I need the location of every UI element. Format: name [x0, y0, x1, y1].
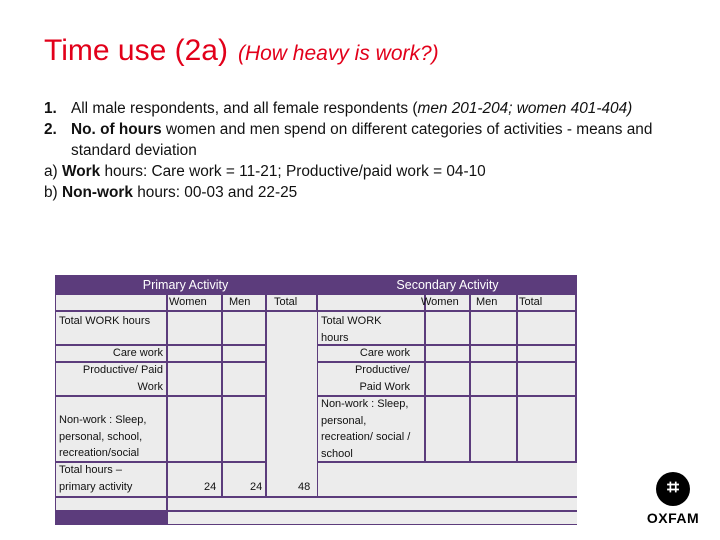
secondary-row-label-productive-work: Productive/ Paid Work — [354, 364, 410, 393]
row-label-total-work: Total WORK hours — [59, 315, 151, 327]
point-text: All male respondents, and all female respondents ( — [71, 100, 418, 117]
title-subtitle: (How heavy is work?) — [237, 42, 439, 65]
table-cell — [518, 346, 575, 361]
table-cell — [56, 498, 166, 510]
total-women-value: 24 — [204, 481, 217, 493]
table-cell — [223, 363, 265, 395]
table-cell — [471, 363, 516, 395]
secondary-row-label-non-work: Non-work : Sleep, personal, recreation/ social / school — [321, 398, 411, 460]
table-cell — [223, 312, 265, 344]
line-bold: Non-work — [61, 184, 133, 201]
point-number: 1. — [44, 100, 57, 117]
time-use-table — [55, 275, 577, 525]
col-men-secondary: Men — [476, 296, 498, 308]
col-women-secondary: Women — [421, 296, 459, 308]
primary-activity-header: Primary Activity — [142, 278, 229, 292]
secondary-row-label-total-work: Total WORK hours — [321, 315, 382, 344]
table-cell — [518, 312, 575, 344]
table-cell — [168, 312, 221, 344]
table-cell — [168, 512, 577, 524]
table-cell — [426, 346, 469, 361]
point-1 — [44, 98, 684, 119]
header-cell — [56, 295, 166, 310]
table-cell — [471, 397, 516, 461]
table-cell — [471, 312, 516, 344]
col-men: Men — [229, 296, 251, 308]
point-text: women and men spend on different categories of activities - means and standard deviation — [71, 121, 653, 159]
line-bold: Work — [61, 163, 101, 180]
title-main: Time use (2a) — [44, 34, 228, 67]
point-text-bold: No. of hours — [71, 121, 162, 138]
table-cell — [168, 498, 577, 510]
row-label-productive-work: Productive/ Paid Work — [82, 364, 163, 393]
col-women: Women — [169, 296, 207, 308]
line-text: hours: Care work = 11-21; Productive/paid work = 04-10 — [100, 163, 486, 180]
oxfam-logo — [640, 472, 706, 526]
table-cell — [267, 312, 317, 496]
table-cell — [518, 363, 575, 395]
line-text: hours: 00-03 and 22-25 — [132, 184, 298, 201]
secondary-row-label-care-work: Care work — [359, 347, 410, 359]
total-men-value: 24 — [250, 481, 263, 493]
table-cell — [518, 397, 575, 461]
line-a — [44, 161, 684, 182]
point-2 — [44, 119, 684, 161]
table-cell — [168, 363, 221, 395]
line-prefix: a) — [44, 163, 62, 180]
table-cell — [168, 346, 221, 361]
table-cell — [426, 363, 469, 395]
oxfam-logo-icon: ⌗ — [656, 472, 690, 506]
table-cell — [426, 397, 469, 461]
col-total: Total — [274, 296, 298, 308]
line-prefix: b) — [44, 184, 62, 201]
header-cell — [318, 295, 424, 310]
table-cell — [168, 397, 221, 461]
table-cell — [223, 346, 265, 361]
slide-title — [44, 34, 439, 68]
row-label-care-work: Care work — [112, 347, 163, 359]
body-text — [44, 98, 684, 203]
point-text-italic: men 201-204; women 401-404) — [417, 100, 633, 117]
point-number: 2. — [44, 121, 57, 138]
oxfam-logo-word: OXFAM — [646, 510, 700, 526]
table-cell — [426, 312, 469, 344]
total-all-value: 48 — [298, 481, 311, 493]
row-label-non-work: Non-work : Sleep, personal, school, recreation/social — [59, 414, 147, 460]
table-cell — [471, 346, 516, 361]
table-cell — [223, 397, 265, 461]
secondary-activity-header: Secondary Activity — [396, 278, 499, 292]
col-total-secondary: Total — [519, 296, 543, 308]
row-label-total-hours: Total hours – primary activity — [59, 464, 133, 493]
table-cell — [318, 463, 577, 496]
line-b — [44, 182, 684, 203]
